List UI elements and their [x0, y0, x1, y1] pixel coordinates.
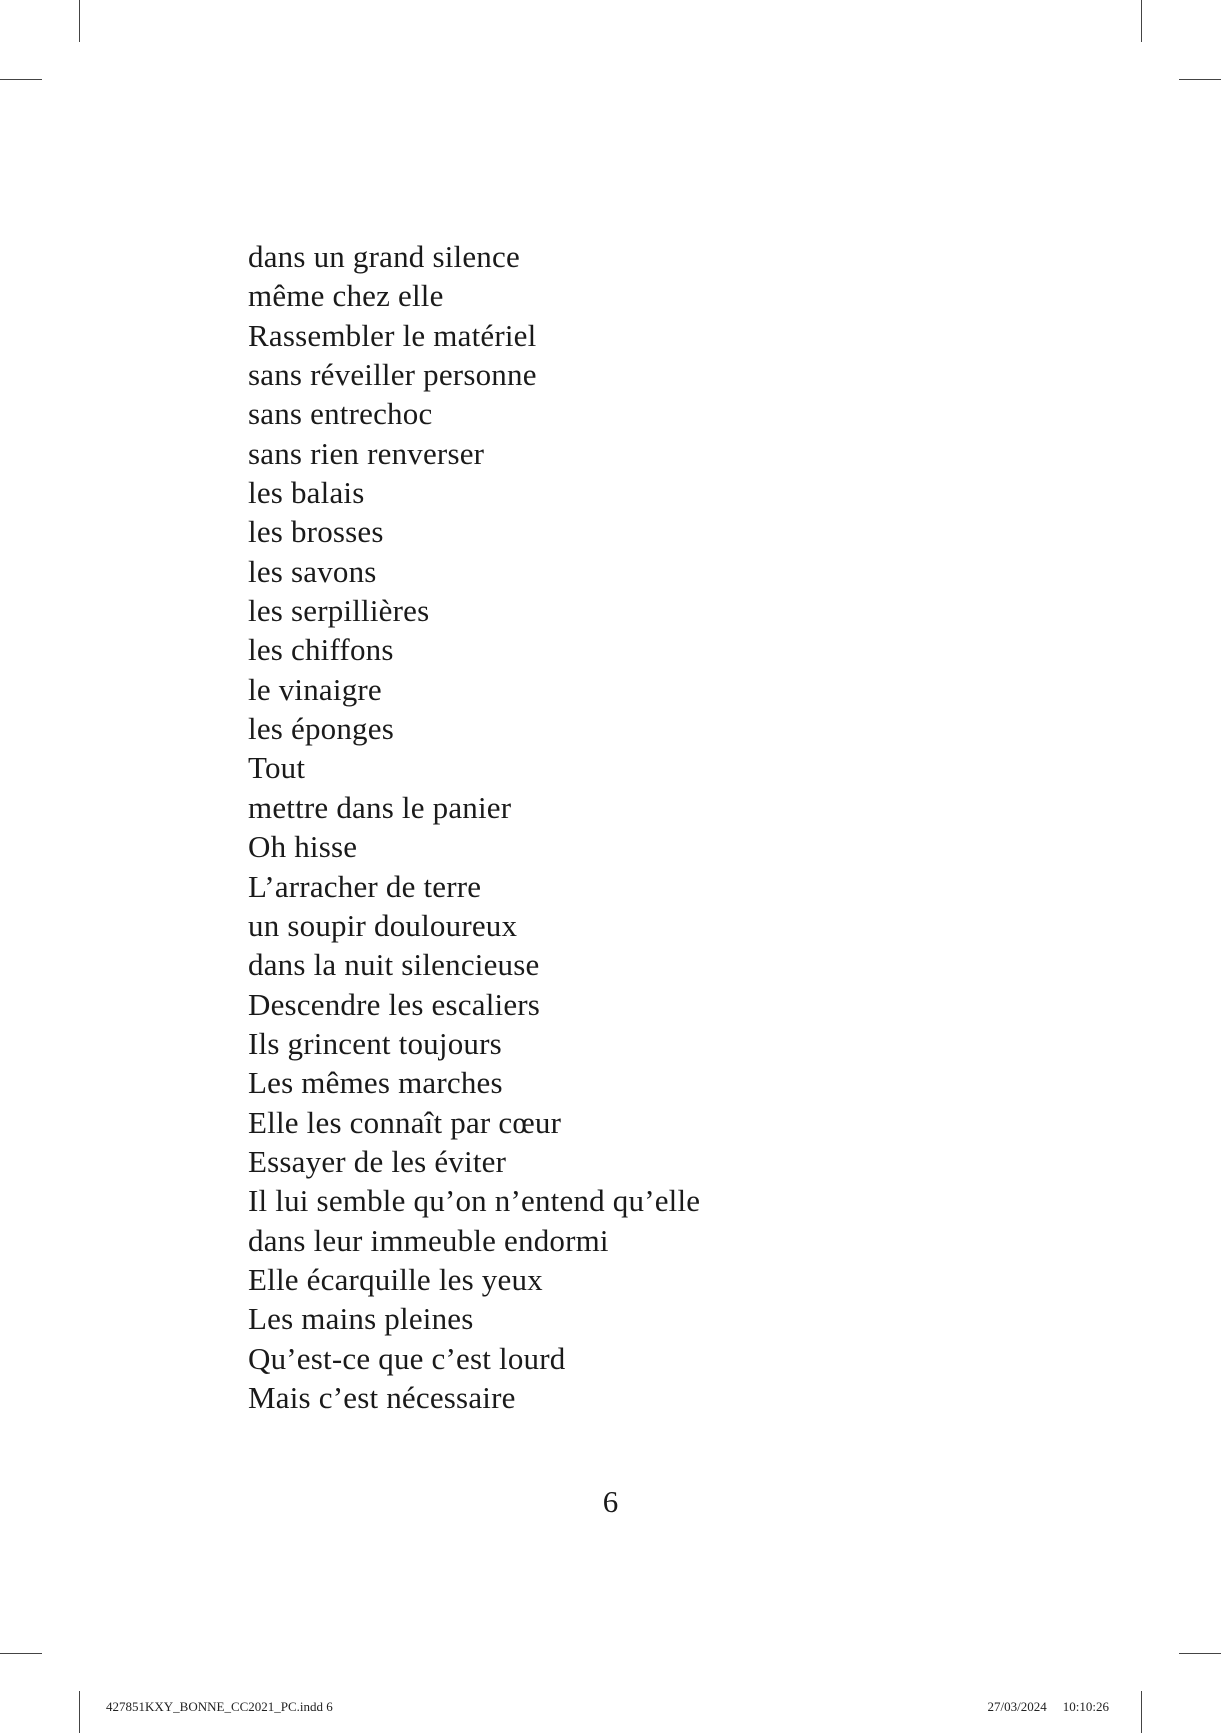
slug-timestamp: [988, 1699, 1109, 1715]
crop-mark-bottom-left: [79, 1691, 80, 1733]
poem-line: Ils grincent toujours: [248, 1025, 502, 1061]
poem-line: Les mains pleines: [248, 1301, 474, 1337]
poem-line: L’arracher de terre: [248, 868, 482, 904]
crop-mark-top-right: [1141, 0, 1142, 42]
poem-line: mettre dans le panier: [248, 789, 512, 825]
poem-line: Elle les connaît par cœur: [248, 1104, 562, 1140]
poem-line: sans entrechoc: [248, 396, 433, 432]
poem-line: Mais c’est nécessaire: [248, 1379, 516, 1415]
poem-line: les balais: [248, 475, 365, 511]
crop-mark-top-left-h: [0, 79, 42, 80]
crop-mark-bottom-right: [1141, 1691, 1142, 1733]
poem-line: les éponges: [248, 711, 394, 747]
poem-line: Rassembler le matériel: [248, 317, 537, 353]
slug-filename: 427851KXY_BONNE_CC2021_PC.indd 6: [106, 1699, 333, 1714]
poem-line: les savons: [248, 553, 377, 589]
poem-line: dans la nuit silencieuse: [248, 947, 540, 983]
page-number: 6: [602, 1484, 619, 1519]
poem-line: le vinaigre: [248, 671, 382, 707]
poem-line: les chiffons: [248, 632, 394, 668]
slug-time: 10:10:26: [1062, 1699, 1109, 1714]
poem-line: un soupir douloureux: [248, 907, 518, 943]
poem-line: dans leur immeuble endormi: [248, 1222, 609, 1258]
poem-line: même chez elle: [248, 278, 444, 314]
poem-line: les brosses: [248, 514, 384, 550]
poem-line: Oh hisse: [248, 829, 358, 865]
poem-line: les serpillières: [248, 593, 430, 629]
poem-line: dans un grand silence: [248, 239, 520, 274]
poem-line: sans rien renverser: [248, 435, 485, 471]
poem-line: Qu’est-ce que c’est lourd: [248, 1340, 566, 1376]
crop-mark-bottom-right-h: [1179, 1653, 1221, 1654]
poem-line: Descendre les escaliers: [248, 986, 541, 1022]
poem-line: Tout: [248, 750, 306, 786]
poem-line: Essayer de les éviter: [248, 1143, 507, 1179]
crop-mark-top-right-h: [1179, 79, 1221, 80]
slug-date: 27/03/2024: [987, 1699, 1047, 1714]
crop-mark-bottom-left-h: [0, 1653, 42, 1654]
poem-text: [248, 237, 700, 1417]
crop-mark-top-left: [79, 0, 80, 42]
poem-line: Elle écarquille les yeux: [248, 1261, 543, 1297]
poem-line: sans réveiller personne: [248, 357, 537, 393]
poem-line: Il lui semble qu’on n’entend qu’elle: [248, 1183, 701, 1219]
poem-line: Les mêmes marches: [248, 1065, 503, 1101]
